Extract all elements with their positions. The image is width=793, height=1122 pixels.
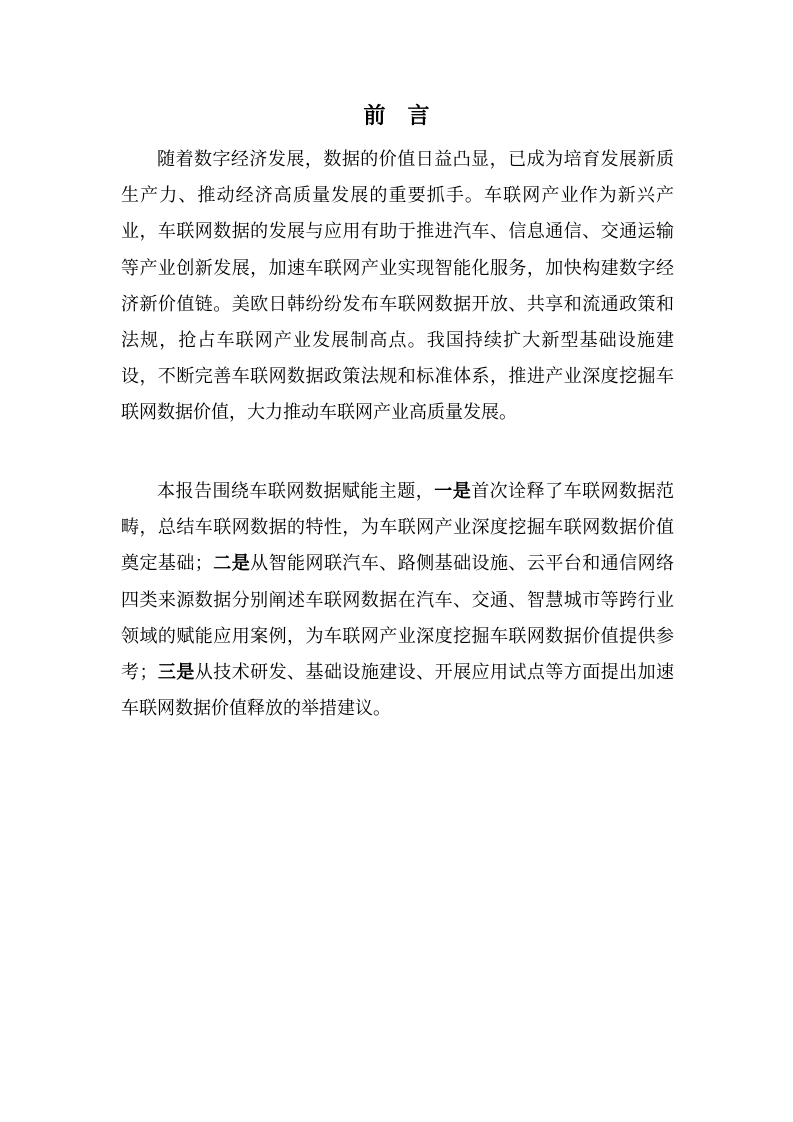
point-2-text: 从智能网联汽车、路侧基础设施、云平台和通信网络四类来源数据分别阐述车联网数据在汽车、交通、智慧城市等跨行业领域的赋能应用案例，为车联网产业深度挖掘车联网数据价值提供参考；: [121, 553, 675, 684]
page-title: [0, 100, 793, 134]
paragraph-2: [121, 474, 674, 727]
point-3-text: 从技术研发、基础设施建设、开展应用试点等方面提出加速车联网数据价值释放的举措建议。: [121, 662, 675, 720]
point-1-text: 首次诠释了车联网数据范畴，总结车联网数据的特性，为车联网产业深度挖掘车联网数据价值奠定基础；: [121, 481, 675, 575]
point-2-label: 二是: [212, 553, 251, 575]
paragraph-2-intro: 本报告围绕车联网数据赋能主题，: [157, 481, 435, 502]
title-char-1: 前: [363, 104, 386, 129]
paragraph-1: 随着数字经济发展，数据的价值日益凸显，已成为培育发展新质生产力、推动经济高质量发展的重要抓手。车联网产业作为新兴产业，车联网数据的发展与应用有助于推进汽车、信息通信、交通运输等产业创新发展，加速车联网产业实现智能化服务，加快构建数字经济新价值链。美欧日韩纷纷发布车联网数据开放、共享和流通政策和法规，抢占车联网产业发展制高点。我国持续扩大新型基础设施建设，不断完善车联网数据政策法规和标准体系，推进产业深度挖掘车联网数据价值，大力推动车联网产业高质量发展。: [121, 149, 674, 424]
title-char-2: 言: [407, 104, 430, 129]
point-1-label: 一是: [434, 481, 472, 502]
point-3-label: 三是: [157, 662, 195, 684]
